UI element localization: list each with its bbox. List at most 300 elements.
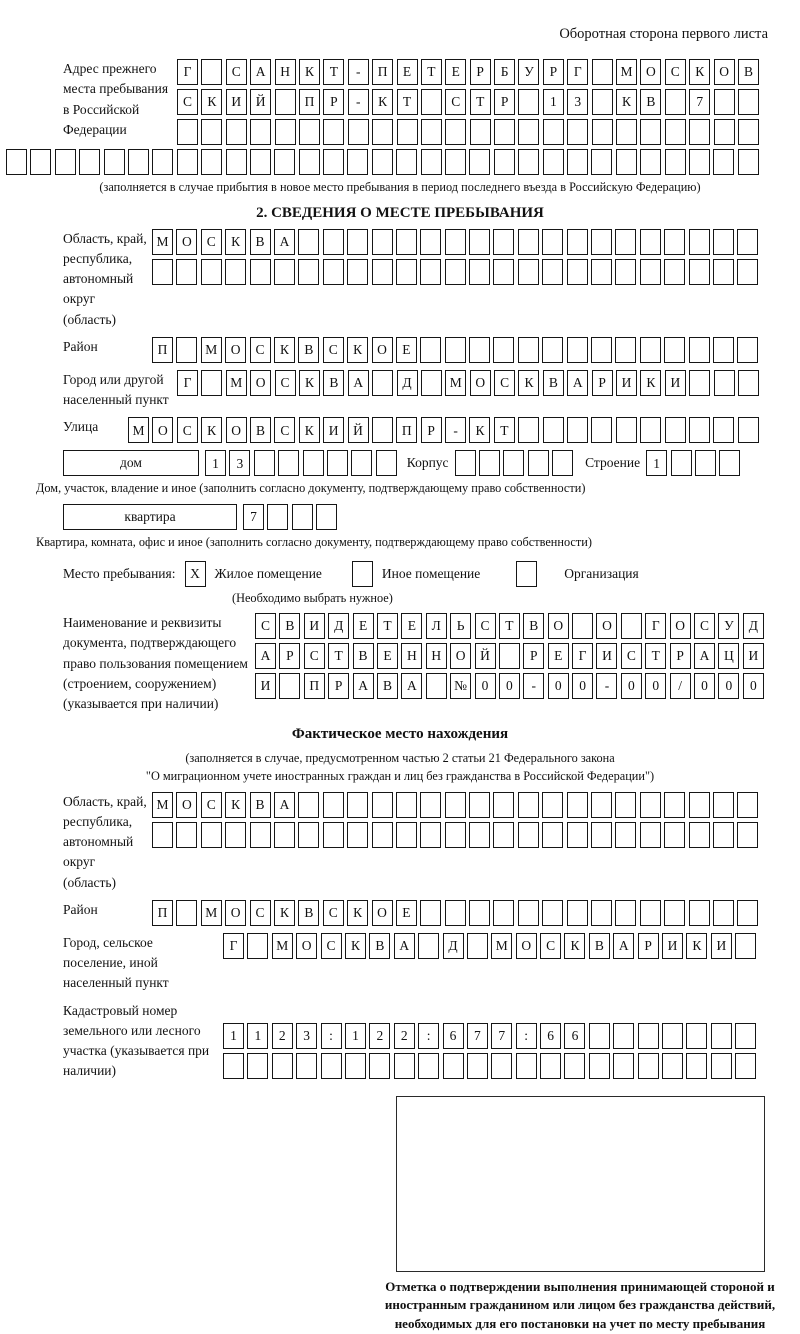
char-cell[interactable] (542, 229, 563, 255)
char-cell[interactable]: В (640, 89, 661, 115)
char-cell[interactable]: 0 (572, 673, 593, 699)
char-cell[interactable]: С (494, 370, 515, 396)
char-cell[interactable]: К (299, 370, 320, 396)
char-cell[interactable]: В (523, 613, 544, 639)
char-cell[interactable]: М (152, 792, 173, 818)
char-cell[interactable]: А (274, 229, 295, 255)
char-cell[interactable]: О (714, 59, 735, 85)
char-cell[interactable] (662, 1053, 683, 1079)
char-cell[interactable]: К (616, 89, 637, 115)
char-cell[interactable]: Е (377, 643, 398, 669)
char-cell[interactable]: 6 (443, 1023, 464, 1049)
char-cell[interactable]: И (665, 370, 686, 396)
char-cell[interactable] (592, 89, 613, 115)
char-cell[interactable] (640, 149, 661, 175)
char-cell[interactable]: К (689, 59, 710, 85)
char-cell[interactable]: 0 (499, 673, 520, 699)
char-cell[interactable]: 0 (548, 673, 569, 699)
char-cell[interactable] (176, 900, 197, 926)
char-cell[interactable] (503, 450, 524, 476)
char-cell[interactable]: Е (396, 337, 417, 363)
char-cell[interactable] (714, 370, 735, 396)
char-cell[interactable] (613, 1023, 634, 1049)
char-cell[interactable]: И (743, 643, 764, 669)
char-cell[interactable] (638, 1023, 659, 1049)
char-cell[interactable] (591, 792, 612, 818)
char-cell[interactable] (201, 59, 222, 85)
char-cell[interactable]: Р (523, 643, 544, 669)
char-cell[interactable] (250, 259, 271, 285)
char-cell[interactable]: О (176, 229, 197, 255)
char-cell[interactable] (686, 1023, 707, 1049)
char-cell[interactable]: : (516, 1023, 537, 1049)
char-cell[interactable] (445, 337, 466, 363)
char-cell[interactable] (621, 613, 642, 639)
char-cell[interactable]: Р (328, 673, 349, 699)
char-cell[interactable] (689, 370, 710, 396)
char-cell[interactable]: Д (328, 613, 349, 639)
char-cell[interactable] (640, 259, 661, 285)
char-cell[interactable] (735, 1053, 756, 1079)
char-cell[interactable] (321, 1053, 342, 1079)
char-cell[interactable]: 3 (296, 1023, 317, 1049)
char-cell[interactable]: С (323, 337, 344, 363)
char-cell[interactable]: Л (426, 613, 447, 639)
char-cell[interactable] (372, 259, 393, 285)
char-cell[interactable]: С (621, 643, 642, 669)
char-cell[interactable] (394, 1053, 415, 1079)
char-cell[interactable] (279, 673, 300, 699)
char-cell[interactable] (420, 822, 441, 848)
char-cell[interactable] (421, 89, 442, 115)
char-cell[interactable] (250, 822, 271, 848)
char-cell[interactable] (591, 900, 612, 926)
char-cell[interactable]: Н (426, 643, 447, 669)
char-cell[interactable] (738, 149, 759, 175)
char-cell[interactable]: Т (328, 643, 349, 669)
char-cell[interactable] (543, 417, 564, 443)
char-cell[interactable]: 2 (369, 1023, 390, 1049)
char-cell[interactable] (323, 229, 344, 255)
char-cell[interactable] (567, 259, 588, 285)
char-cell[interactable]: 2 (394, 1023, 415, 1049)
char-cell[interactable] (201, 370, 222, 396)
char-cell[interactable]: И (616, 370, 637, 396)
char-cell[interactable] (152, 822, 173, 848)
char-cell[interactable]: Е (445, 59, 466, 85)
char-cell[interactable]: 1 (646, 450, 667, 476)
char-cell[interactable] (445, 900, 466, 926)
char-cell[interactable] (223, 1053, 244, 1079)
char-cell[interactable] (664, 822, 685, 848)
char-cell[interactable]: : (418, 1023, 439, 1049)
char-cell[interactable] (689, 337, 710, 363)
char-cell[interactable] (445, 229, 466, 255)
char-cell[interactable]: И (323, 417, 344, 443)
char-cell[interactable]: В (543, 370, 564, 396)
char-cell[interactable] (491, 1053, 512, 1079)
char-cell[interactable] (443, 1053, 464, 1079)
char-cell[interactable]: К (640, 370, 661, 396)
char-cell[interactable] (713, 259, 734, 285)
char-cell[interactable] (494, 119, 515, 145)
char-cell[interactable] (713, 337, 734, 363)
char-cell[interactable]: Н (275, 59, 296, 85)
char-cell[interactable] (518, 792, 539, 818)
char-cell[interactable]: С (250, 900, 271, 926)
char-cell[interactable]: 0 (743, 673, 764, 699)
char-cell[interactable] (6, 149, 27, 175)
char-cell[interactable] (420, 259, 441, 285)
char-cell[interactable] (518, 900, 539, 926)
char-cell[interactable] (104, 149, 125, 175)
char-cell[interactable] (665, 119, 686, 145)
char-cell[interactable] (589, 1053, 610, 1079)
char-cell[interactable]: М (128, 417, 149, 443)
char-cell[interactable] (518, 822, 539, 848)
char-cell[interactable] (493, 229, 514, 255)
char-cell[interactable] (274, 259, 295, 285)
char-cell[interactable] (499, 643, 520, 669)
char-cell[interactable]: С (304, 643, 325, 669)
char-cell[interactable]: Т (323, 59, 344, 85)
char-cell[interactable] (518, 417, 539, 443)
char-cell[interactable]: Б (494, 59, 515, 85)
char-cell[interactable]: 6 (540, 1023, 561, 1049)
char-cell[interactable] (274, 822, 295, 848)
char-cell[interactable] (738, 89, 759, 115)
char-cell[interactable]: Т (645, 643, 666, 669)
char-cell[interactable]: Т (499, 613, 520, 639)
char-cell[interactable] (467, 1053, 488, 1079)
char-cell[interactable]: 7 (491, 1023, 512, 1049)
char-cell[interactable] (177, 149, 198, 175)
char-cell[interactable]: У (518, 59, 539, 85)
char-cell[interactable] (567, 792, 588, 818)
char-cell[interactable]: М (272, 933, 293, 959)
char-cell[interactable]: И (662, 933, 683, 959)
char-cell[interactable] (640, 822, 661, 848)
char-cell[interactable]: Е (353, 613, 374, 639)
char-cell[interactable] (638, 1053, 659, 1079)
char-cell[interactable] (274, 149, 295, 175)
char-cell[interactable] (418, 1053, 439, 1079)
char-cell[interactable] (528, 450, 549, 476)
char-cell[interactable]: Й (250, 89, 271, 115)
char-cell[interactable] (278, 450, 299, 476)
char-cell[interactable]: Е (396, 900, 417, 926)
char-cell[interactable] (176, 259, 197, 285)
char-cell[interactable]: В (589, 933, 610, 959)
char-cell[interactable]: 1 (247, 1023, 268, 1049)
char-cell[interactable] (226, 149, 247, 175)
char-cell[interactable]: 0 (621, 673, 642, 699)
char-cell[interactable] (518, 119, 539, 145)
char-cell[interactable] (292, 504, 313, 530)
char-cell[interactable] (445, 149, 466, 175)
char-cell[interactable] (713, 417, 734, 443)
char-cell[interactable] (664, 229, 685, 255)
char-cell[interactable]: Т (397, 89, 418, 115)
char-cell[interactable] (323, 792, 344, 818)
char-cell[interactable] (372, 792, 393, 818)
char-cell[interactable] (713, 792, 734, 818)
char-cell[interactable]: Т (421, 59, 442, 85)
char-cell[interactable]: С (226, 59, 247, 85)
char-cell[interactable] (542, 792, 563, 818)
char-cell[interactable] (714, 89, 735, 115)
char-cell[interactable] (567, 229, 588, 255)
char-cell[interactable]: Д (443, 933, 464, 959)
char-cell[interactable] (591, 149, 612, 175)
char-cell[interactable]: 0 (718, 673, 739, 699)
char-cell[interactable]: О (225, 337, 246, 363)
char-cell[interactable] (225, 822, 246, 848)
char-cell[interactable]: А (694, 643, 715, 669)
char-cell[interactable] (469, 822, 490, 848)
char-cell[interactable] (689, 149, 710, 175)
char-cell[interactable]: А (353, 673, 374, 699)
char-cell[interactable]: Й (348, 417, 369, 443)
char-cell[interactable]: Е (397, 59, 418, 85)
char-cell[interactable] (738, 119, 759, 145)
char-cell[interactable]: А (274, 792, 295, 818)
char-cell[interactable]: Г (572, 643, 593, 669)
char-cell[interactable]: О (176, 792, 197, 818)
char-cell[interactable]: 3 (567, 89, 588, 115)
char-cell[interactable] (615, 792, 636, 818)
char-cell[interactable] (664, 792, 685, 818)
char-cell[interactable] (275, 119, 296, 145)
char-cell[interactable] (543, 149, 564, 175)
char-cell[interactable] (567, 822, 588, 848)
char-cell[interactable]: 7 (243, 504, 264, 530)
char-cell[interactable] (177, 119, 198, 145)
char-cell[interactable]: О (450, 643, 471, 669)
kvartira-box[interactable]: квартира (63, 504, 237, 530)
char-cell[interactable]: К (201, 89, 222, 115)
char-cell[interactable]: С (255, 613, 276, 639)
char-cell[interactable]: Т (470, 89, 491, 115)
char-cell[interactable] (372, 229, 393, 255)
char-cell[interactable] (737, 337, 758, 363)
char-cell[interactable] (201, 119, 222, 145)
char-cell[interactable]: М (152, 229, 173, 255)
char-cell[interactable] (518, 337, 539, 363)
char-cell[interactable]: Г (567, 59, 588, 85)
char-cell[interactable]: С (201, 229, 222, 255)
char-cell[interactable]: Т (377, 613, 398, 639)
char-cell[interactable]: С (665, 59, 686, 85)
char-cell[interactable]: А (348, 370, 369, 396)
char-cell[interactable] (543, 119, 564, 145)
char-cell[interactable] (323, 822, 344, 848)
char-cell[interactable]: Е (548, 643, 569, 669)
char-cell[interactable] (591, 417, 612, 443)
char-cell[interactable] (616, 149, 637, 175)
char-cell[interactable] (396, 149, 417, 175)
char-cell[interactable]: Г (223, 933, 244, 959)
char-cell[interactable] (615, 259, 636, 285)
char-cell[interactable]: П (304, 673, 325, 699)
char-cell[interactable]: М (201, 900, 222, 926)
char-cell[interactable]: Т (494, 417, 515, 443)
char-cell[interactable]: Р (323, 89, 344, 115)
char-cell[interactable] (469, 259, 490, 285)
char-cell[interactable]: А (394, 933, 415, 959)
char-cell[interactable] (418, 933, 439, 959)
char-cell[interactable]: В (369, 933, 390, 959)
char-cell[interactable] (298, 822, 319, 848)
char-cell[interactable]: - (348, 59, 369, 85)
char-cell[interactable]: М (491, 933, 512, 959)
char-cell[interactable]: - (523, 673, 544, 699)
char-cell[interactable]: И (226, 89, 247, 115)
char-cell[interactable]: В (298, 900, 319, 926)
char-cell[interactable] (469, 337, 490, 363)
char-cell[interactable]: П (396, 417, 417, 443)
char-cell[interactable] (572, 613, 593, 639)
char-cell[interactable]: К (299, 417, 320, 443)
char-cell[interactable] (689, 417, 710, 443)
char-cell[interactable]: С (475, 613, 496, 639)
char-cell[interactable] (689, 792, 710, 818)
char-cell[interactable] (323, 119, 344, 145)
char-cell[interactable] (421, 119, 442, 145)
char-cell[interactable] (591, 337, 612, 363)
char-cell[interactable] (316, 504, 337, 530)
char-cell[interactable] (713, 822, 734, 848)
char-cell[interactable]: Р (592, 370, 613, 396)
char-cell[interactable]: С (321, 933, 342, 959)
char-cell[interactable] (323, 149, 344, 175)
char-cell[interactable] (719, 450, 740, 476)
char-cell[interactable]: К (345, 933, 366, 959)
char-cell[interactable] (615, 229, 636, 255)
char-cell[interactable] (397, 119, 418, 145)
char-cell[interactable] (247, 933, 268, 959)
char-cell[interactable] (615, 900, 636, 926)
char-cell[interactable] (592, 119, 613, 145)
char-cell[interactable]: В (353, 643, 374, 669)
char-cell[interactable] (664, 337, 685, 363)
char-cell[interactable]: 1 (205, 450, 226, 476)
char-cell[interactable] (372, 822, 393, 848)
char-cell[interactable]: О (225, 900, 246, 926)
char-cell[interactable] (420, 229, 441, 255)
char-cell[interactable] (272, 1053, 293, 1079)
char-cell[interactable] (640, 792, 661, 818)
char-cell[interactable]: В (250, 229, 271, 255)
char-cell[interactable]: М (226, 370, 247, 396)
char-cell[interactable]: И (304, 613, 325, 639)
char-cell[interactable]: К (372, 89, 393, 115)
char-cell[interactable] (225, 259, 246, 285)
residence-checkbox-org[interactable] (516, 561, 537, 587)
char-cell[interactable] (323, 259, 344, 285)
char-cell[interactable] (613, 1053, 634, 1079)
char-cell[interactable]: Ь (450, 613, 471, 639)
char-cell[interactable] (552, 450, 573, 476)
char-cell[interactable] (445, 822, 466, 848)
char-cell[interactable]: О (152, 417, 173, 443)
char-cell[interactable] (445, 259, 466, 285)
char-cell[interactable]: О (372, 900, 393, 926)
char-cell[interactable]: С (275, 370, 296, 396)
char-cell[interactable]: № (450, 673, 471, 699)
char-cell[interactable] (714, 119, 735, 145)
char-cell[interactable] (713, 229, 734, 255)
char-cell[interactable] (516, 1053, 537, 1079)
char-cell[interactable]: К (347, 337, 368, 363)
char-cell[interactable]: А (613, 933, 634, 959)
char-cell[interactable] (711, 1023, 732, 1049)
char-cell[interactable]: О (640, 59, 661, 85)
char-cell[interactable] (592, 59, 613, 85)
char-cell[interactable] (299, 119, 320, 145)
char-cell[interactable]: К (299, 59, 320, 85)
char-cell[interactable]: 7 (689, 89, 710, 115)
char-cell[interactable]: С (177, 417, 198, 443)
char-cell[interactable]: А (255, 643, 276, 669)
char-cell[interactable] (493, 900, 514, 926)
char-cell[interactable] (567, 417, 588, 443)
char-cell[interactable] (455, 450, 476, 476)
char-cell[interactable] (347, 149, 368, 175)
char-cell[interactable] (689, 229, 710, 255)
char-cell[interactable] (426, 673, 447, 699)
char-cell[interactable]: Р (638, 933, 659, 959)
char-cell[interactable] (737, 229, 758, 255)
dom-box[interactable]: дом (63, 450, 199, 476)
char-cell[interactable] (469, 900, 490, 926)
char-cell[interactable]: К (686, 933, 707, 959)
char-cell[interactable] (152, 149, 173, 175)
char-cell[interactable] (479, 450, 500, 476)
char-cell[interactable]: О (670, 613, 691, 639)
char-cell[interactable]: - (445, 417, 466, 443)
char-cell[interactable]: К (469, 417, 490, 443)
char-cell[interactable] (738, 417, 759, 443)
char-cell[interactable] (351, 450, 372, 476)
char-cell[interactable]: С (445, 89, 466, 115)
char-cell[interactable] (737, 822, 758, 848)
char-cell[interactable] (542, 259, 563, 285)
char-cell[interactable]: Д (397, 370, 418, 396)
char-cell[interactable]: / (670, 673, 691, 699)
char-cell[interactable] (247, 1053, 268, 1079)
char-cell[interactable] (713, 149, 734, 175)
char-cell[interactable] (445, 792, 466, 818)
char-cell[interactable] (542, 822, 563, 848)
char-cell[interactable] (615, 337, 636, 363)
char-cell[interactable]: П (152, 900, 173, 926)
char-cell[interactable]: С (540, 933, 561, 959)
char-cell[interactable] (616, 119, 637, 145)
char-cell[interactable] (176, 337, 197, 363)
char-cell[interactable] (662, 1023, 683, 1049)
char-cell[interactable] (735, 1023, 756, 1049)
char-cell[interactable] (665, 89, 686, 115)
char-cell[interactable]: Й (475, 643, 496, 669)
char-cell[interactable] (254, 450, 275, 476)
char-cell[interactable] (226, 119, 247, 145)
char-cell[interactable]: Н (401, 643, 422, 669)
char-cell[interactable] (542, 900, 563, 926)
char-cell[interactable]: - (348, 89, 369, 115)
char-cell[interactable] (347, 229, 368, 255)
char-cell[interactable] (564, 1053, 585, 1079)
